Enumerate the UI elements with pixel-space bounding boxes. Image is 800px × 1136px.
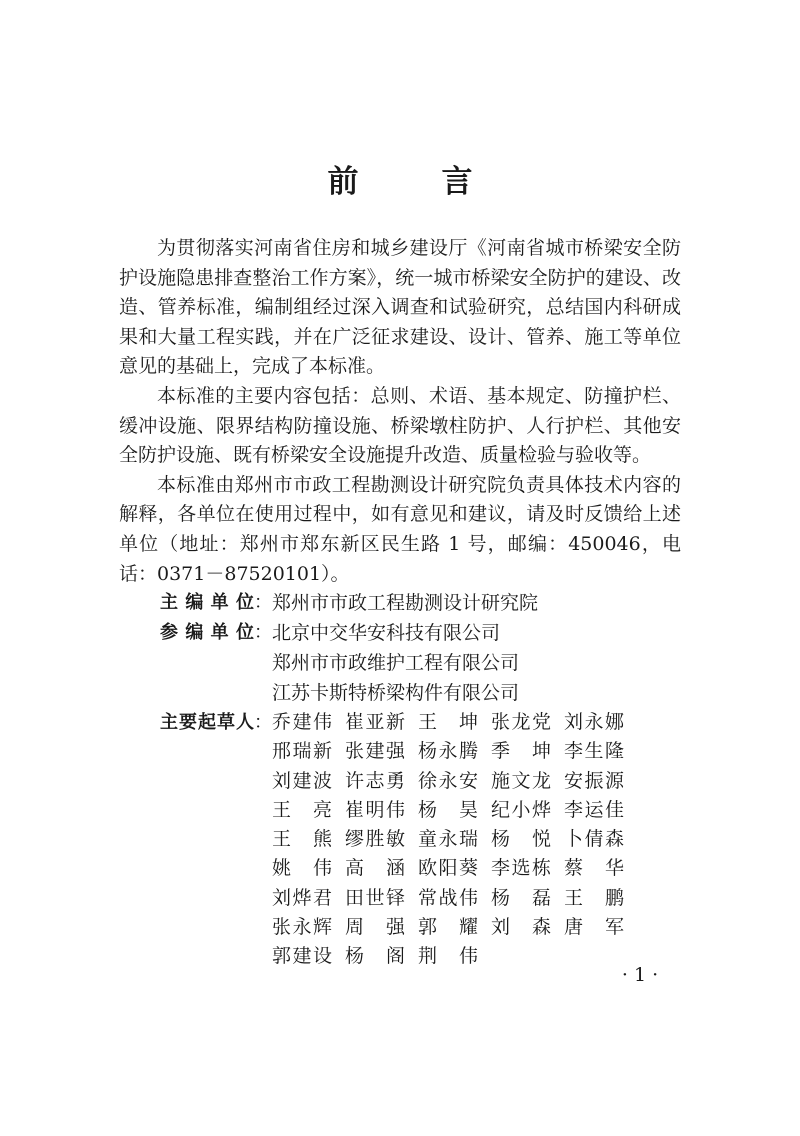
drafter-name: 田世铎 [345, 886, 405, 909]
drafter-name: 童永瑞 [418, 828, 478, 851]
participating-label: 参编单位 ： [160, 622, 272, 643]
drafter-name: 刘永娜 [564, 711, 624, 733]
drafter-name: 王坤 [418, 711, 478, 733]
drafter-name: 荆伟 [418, 945, 478, 968]
drafter-name: 施文龙 [491, 769, 551, 792]
chief-editor-units [272, 588, 700, 618]
drafter-name: 乔建伟 [272, 711, 332, 733]
drafter-name: 崔明伟 [345, 798, 405, 821]
drafter-name: 崔亚新 [345, 711, 405, 733]
paragraph-contents: 本标准的主要内容包括：总则、术语、基本规定、防撞护栏、缓冲设施、限界结构防撞设施、桥梁墩柱防护、人行护栏、其他安全防护设施、既有桥梁安全设施提升改造、质量检验与验收等。 [119, 384, 681, 467]
drafter-name: 刘森 [491, 916, 551, 939]
participating-unit: 江苏卡斯特桥梁构件有限公司 [272, 682, 520, 704]
paragraph-interpretation: 本标准由郑州市市政工程勘测设计研究院负责具体技术内容的解释，各单位在使用过程中，如有意见和建议，请及时反馈给上述单位（地址：郑州市郑东新区民生路 1 号，邮编：450046，电话：0371－87520101）。 [119, 473, 681, 585]
drafter-name: 常战伟 [418, 886, 478, 909]
page-number: · 1 · [621, 964, 659, 986]
drafters-label: 主要起草人 ： [160, 712, 272, 733]
chief-editor-unit: 郑州市市政工程勘测设计研究院 [272, 592, 539, 614]
drafter-name: 刘建波 [272, 769, 332, 792]
drafter-name: 纪小烨 [491, 798, 551, 821]
drafters-list [272, 708, 700, 972]
drafter-name: 安振源 [564, 769, 624, 792]
drafter-name: 卜倩森 [564, 828, 624, 851]
drafters-row [160, 708, 700, 972]
drafter-name: 杨永腾 [418, 740, 478, 763]
drafter-name: 杨悦 [491, 828, 551, 851]
participating-row [160, 618, 700, 708]
drafter-name: 郭建设 [272, 945, 332, 968]
drafter-name: 周强 [345, 916, 405, 939]
chief-editor-row [160, 588, 700, 618]
paragraph-purpose: 为贯彻落实河南省住房和城乡建设厅《河南省城市桥梁安全防护设施隐患排查整治工作方案》，统一城市桥梁安全防护的建设、改造、管养标准，编制组经过深入调查和试验研究，总结国内科研成果和大量工程实践，并在广泛征求建设、设计、管养、施工等单位意见的基础上，完成了本标准。 [119, 237, 681, 378]
preface-body [119, 234, 681, 589]
drafter-name: 张建强 [345, 740, 405, 763]
participating-unit: 郑州市市政维护工程有限公司 [272, 652, 520, 674]
drafter-name: 徐永安 [418, 769, 478, 792]
drafter-name: 李生隆 [564, 740, 624, 763]
drafter-name: 季坤 [491, 740, 551, 763]
drafter-name: 王熊 [272, 828, 332, 851]
drafter-name: 高涵 [345, 857, 405, 880]
drafter-name: 郭耀 [418, 916, 478, 939]
drafter-name: 许志勇 [345, 769, 405, 792]
participating-units [272, 618, 700, 708]
drafter-name: 张永辉 [272, 916, 332, 939]
drafter-name: 刘烨君 [272, 886, 332, 909]
drafter-name: 蔡华 [564, 857, 624, 880]
drafter-name: 王亮 [272, 798, 332, 821]
credits-section [160, 588, 700, 972]
drafter-name: 邢瑞新 [272, 740, 332, 763]
chief-editor-label: 主编单位 ： [160, 592, 272, 613]
drafter-name: 杨阁 [345, 945, 405, 968]
drafter-name: 李选栋 [491, 857, 551, 880]
drafter-name: 欧阳葵 [418, 857, 478, 880]
page-title: 前 言 [327, 164, 499, 200]
drafter-name: 张龙党 [491, 711, 551, 733]
drafter-name: 缪胜敏 [345, 828, 405, 851]
drafter-name: 杨磊 [491, 886, 551, 909]
drafter-name: 唐军 [564, 916, 624, 939]
drafter-name: 姚伟 [272, 857, 332, 880]
drafter-name: 王鹏 [564, 886, 624, 909]
participating-unit: 北京中交华安科技有限公司 [272, 622, 501, 644]
drafter-name: 李运佳 [564, 798, 624, 821]
drafter-name: 杨昊 [418, 798, 478, 821]
